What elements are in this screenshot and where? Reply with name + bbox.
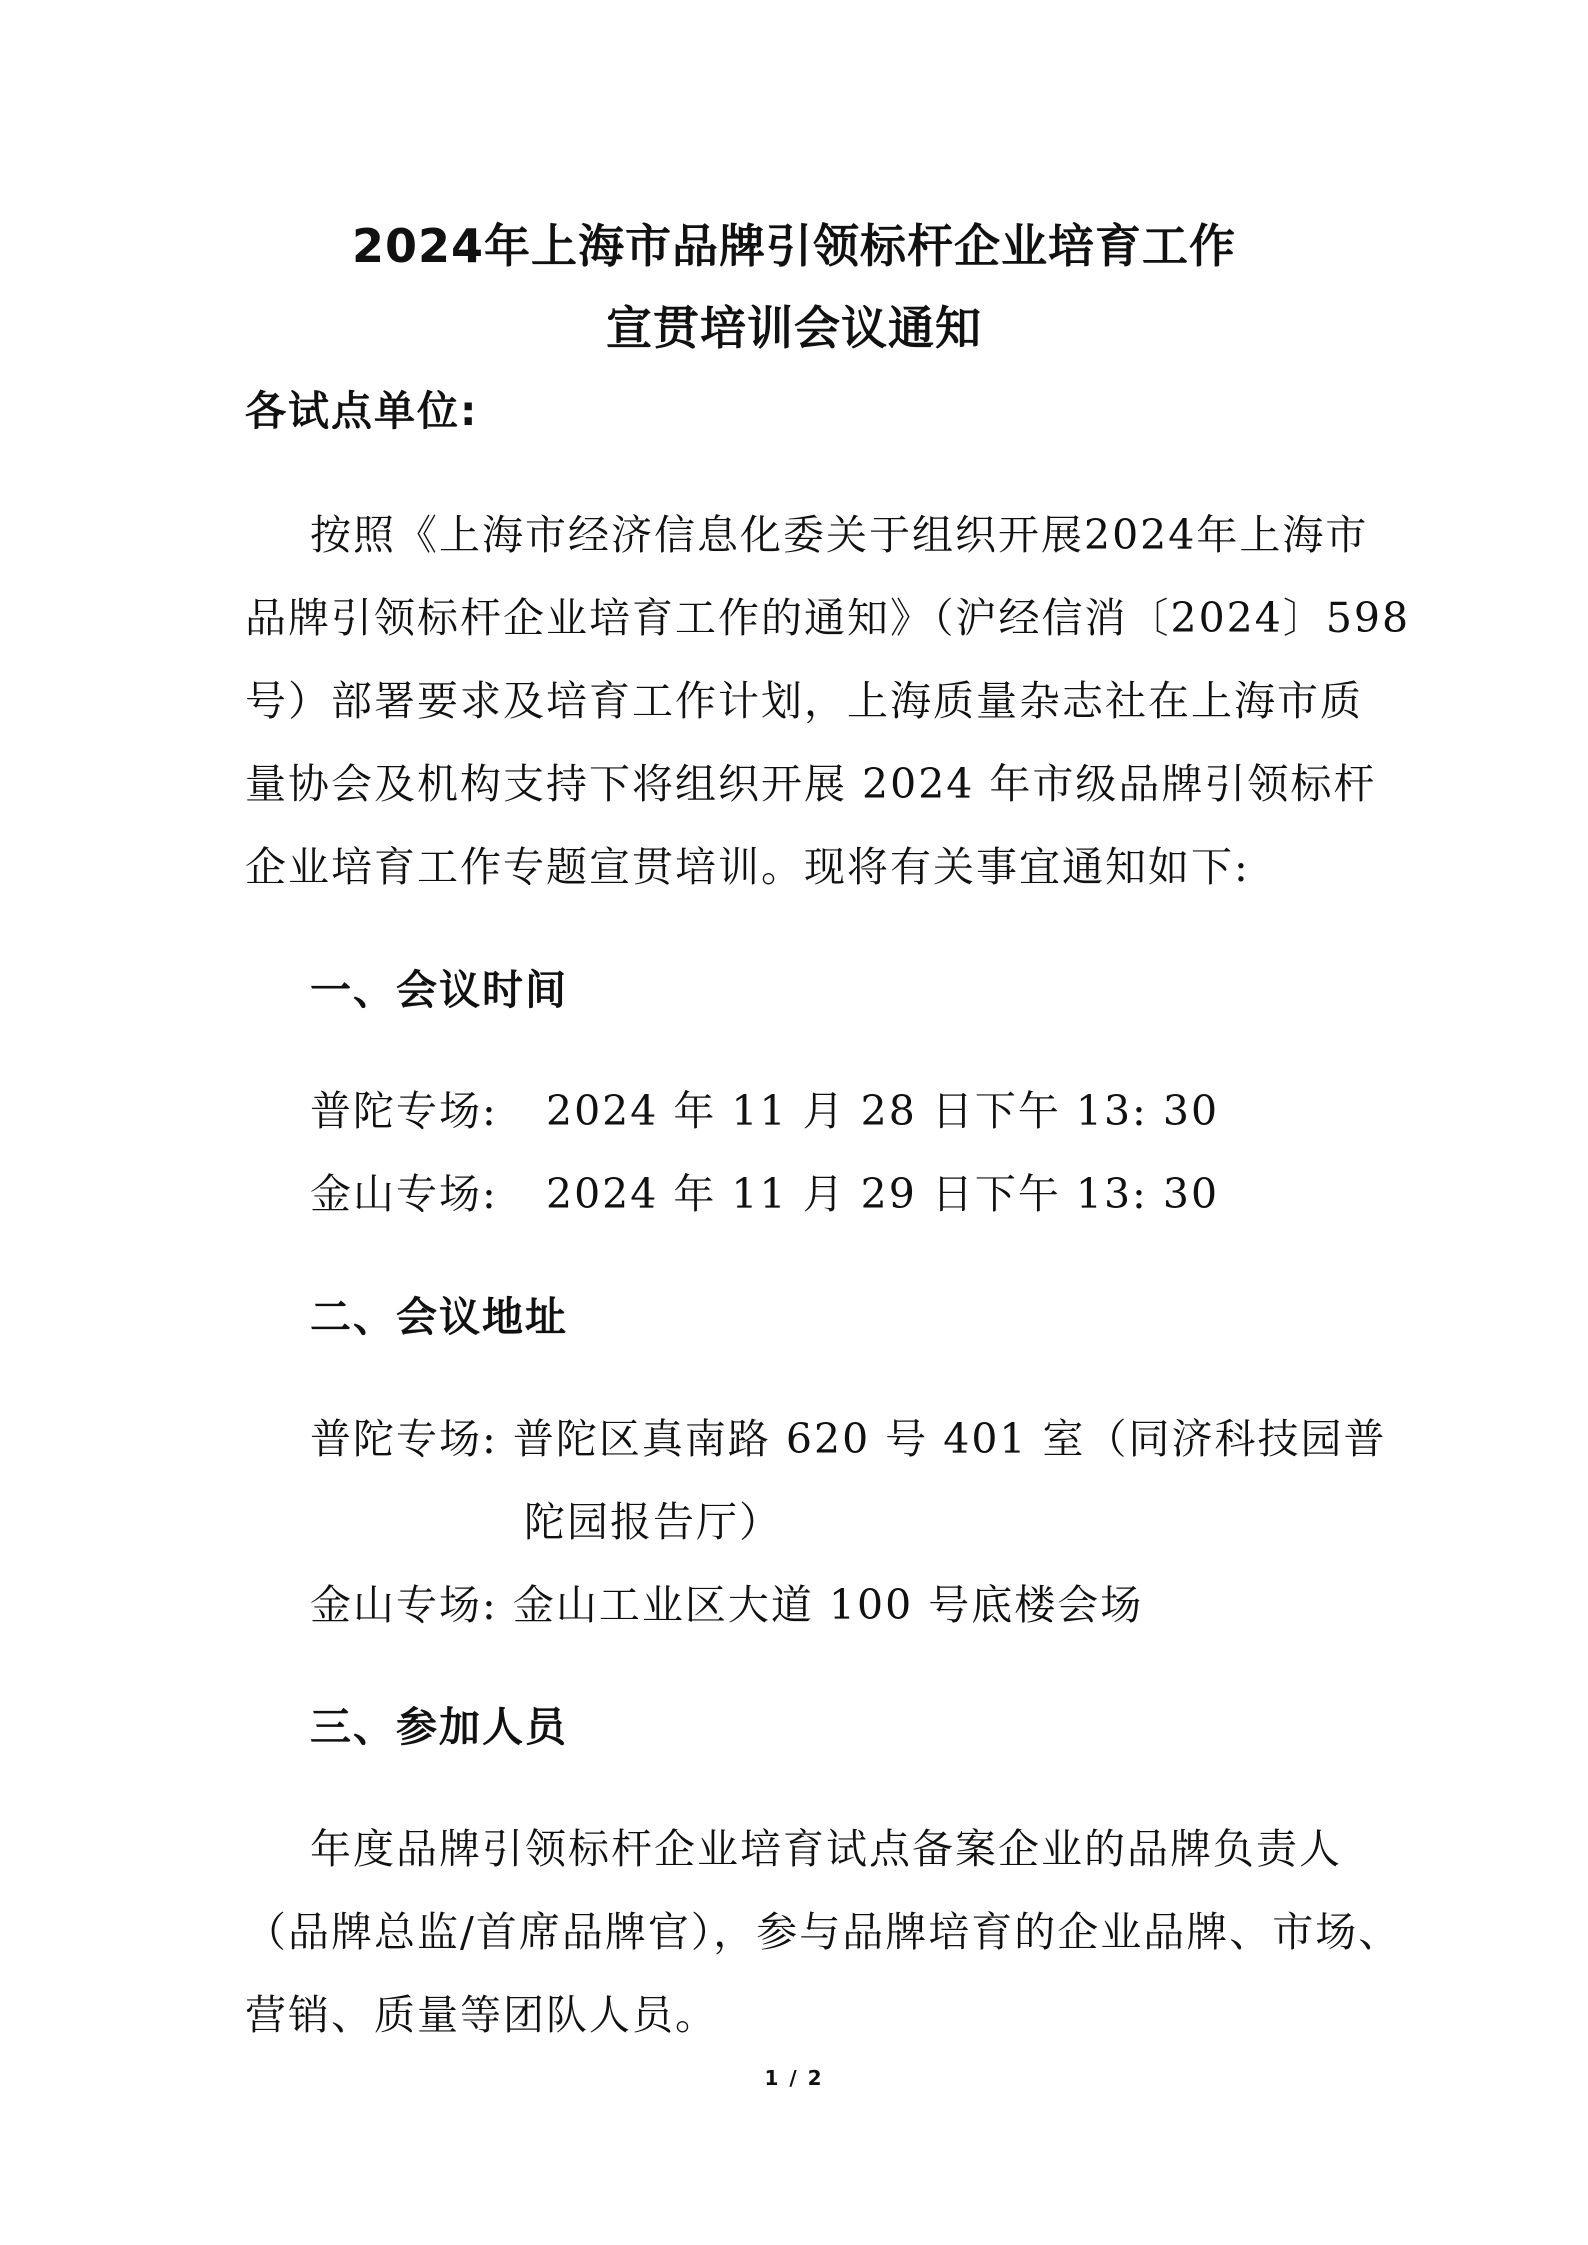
row-label: 金山专场: [310, 1170, 498, 1218]
salutation: 各试点单位: [245, 387, 479, 435]
row-value: 2024 年 11 月 28 日下午 13: 30 [546, 1087, 1220, 1135]
row-value: 金山工业区大道 100 号底楼会场 [512, 1581, 1144, 1629]
row-value: 普陀区真南路 620 号 401 室（同济科技园普 [512, 1415, 1387, 1463]
section3-line-2: （品牌总监/首席品牌官），参与品牌培育的企业品牌、市场、 [245, 1908, 1402, 1956]
row-label: 普陀专场: [310, 1087, 498, 1135]
row-label: 普陀专场: [310, 1415, 498, 1463]
document-title-line2: 宣贯培训会议通知 [606, 301, 982, 355]
section2-heading: 二、会议地址 [310, 1293, 568, 1341]
document-title-line1: 2024年上海市品牌引领标杆企业培育工作 [351, 219, 1237, 273]
intro-line-4: 量协会及机构支持下将组织开展 2024 年市级品牌引领标杆 [245, 760, 1377, 808]
page-number: 1 / 2 [764, 2066, 824, 2090]
row-value: 2024 年 11 月 29 日下午 13: 30 [546, 1170, 1220, 1218]
section3-heading: 三、参加人员 [310, 1703, 568, 1751]
intro-line-5: 企业培育工作专题宣贯培训。现将有关事宜通知如下: [245, 843, 1250, 891]
section3-line-3: 营销、质量等团队人员。 [245, 1991, 718, 2039]
section3-line-1: 年度品牌引领标杆企业培育试点备案企业的品牌负责人 [310, 1825, 1342, 1873]
section2-row-1-continuation: 陀园报告厅） [524, 1498, 782, 1546]
section2-row-1 [310, 1406, 1387, 1465]
section2-row-2 [310, 1572, 1143, 1631]
intro-line-1: 按照《上海市经济信息化委关于组织开展2024年上海市 [310, 511, 1369, 559]
section1-heading: 一、会议时间 [310, 966, 568, 1014]
row-label: 金山专场: [310, 1581, 498, 1629]
intro-line-2: 品牌引领标杆企业培育工作的通知》（沪经信消〔2024〕598 [245, 594, 1411, 642]
section1-row-2 [310, 1161, 1219, 1220]
section1-row-1 [310, 1078, 1219, 1137]
intro-line-3: 号）部署要求及培育工作计划，上海质量杂志社在上海市质 [245, 677, 1363, 725]
